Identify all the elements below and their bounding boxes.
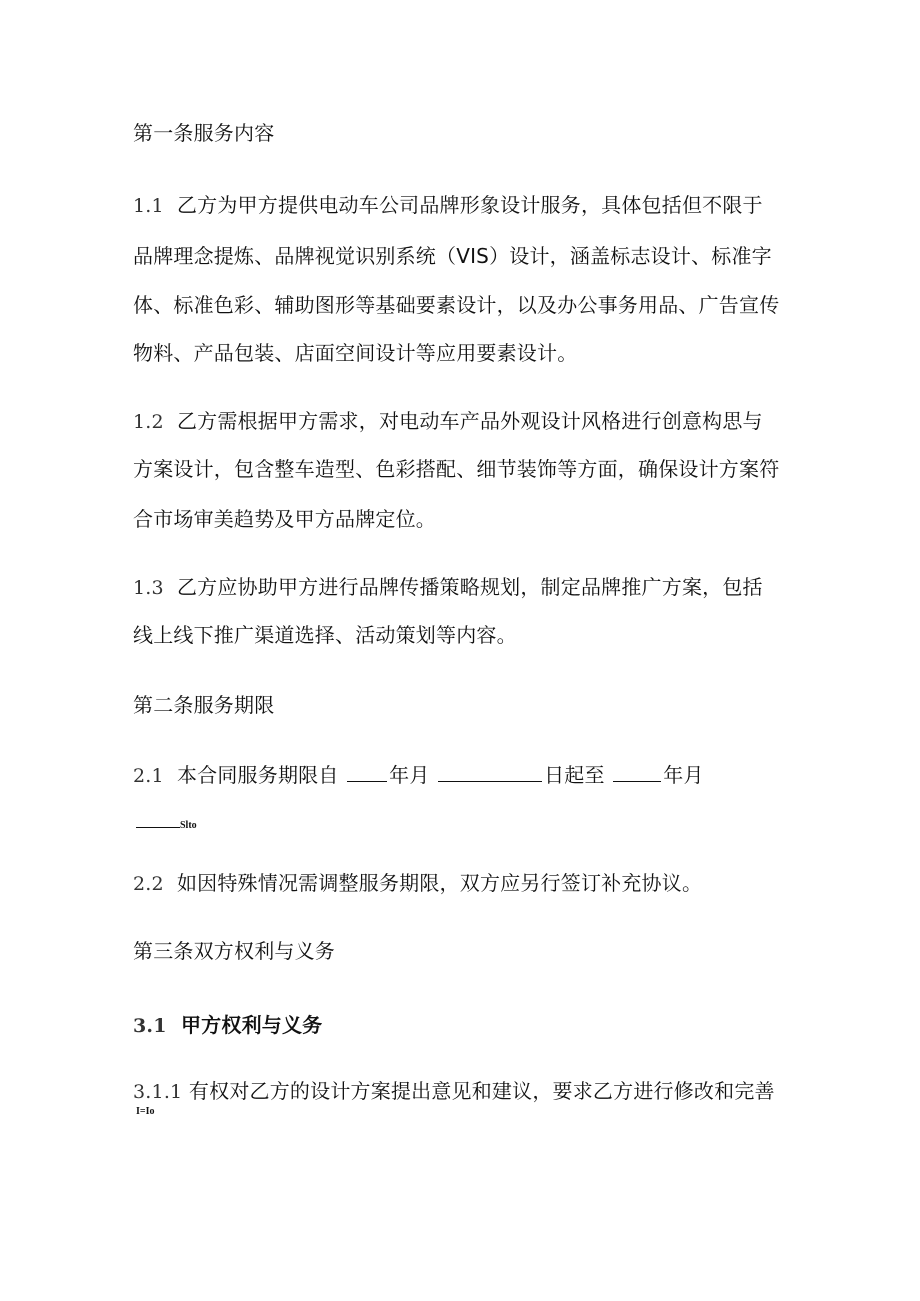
clause-text: 甲方权利与义务: [180, 1013, 323, 1037]
clause-text: 有权对乙方的设计方案提出意见和建议，要求乙方进行修改和完善: [188, 1079, 775, 1103]
clause-2-2: [133, 870, 702, 897]
clause-2-1-end-note: [136, 818, 197, 832]
clause-1-2-line-2: 方案设计，包含整车造型、色彩搭配、细节装饰等方面，确保设计方案符: [133, 457, 780, 481]
clause-number: 1.1: [133, 195, 164, 217]
end-day-blank[interactable]: [136, 818, 180, 828]
section-3-heading: 第三条双方权利与义务: [133, 939, 335, 963]
clause-text-year-month-end: 年月: [663, 763, 704, 787]
clause-3-1-heading: [133, 1012, 322, 1039]
clause-number: 1.2: [133, 411, 164, 433]
clause-number: 2.2: [133, 873, 164, 895]
clause-text: 乙方为甲方提供电动车公司品牌形象设计服务，具体包括但不限于: [176, 193, 763, 217]
clause-1-1-line-2: 品牌理念提炼、品牌视觉识别系统（VIS）设计，涵盖标志设计、标准字: [133, 244, 772, 268]
clause-1-3-line-1: [133, 574, 763, 601]
clause-text: 乙方需根据甲方需求，对电动车产品外观设计风格进行创意构思与: [176, 409, 763, 433]
start-year-blank[interactable]: [347, 762, 387, 782]
clause-1-1-line-4: 物料、产品包装、店面空间设计等应用要素设计。: [133, 341, 578, 365]
clause-number: 1.3: [133, 577, 164, 599]
clause-number: 2.1: [133, 765, 164, 787]
clause-text-year-month: 年月: [389, 763, 430, 787]
clause-1-2-line-3: 合市场审美趋势及甲方品牌定位。: [133, 507, 436, 531]
clause-1-3-line-2: 线上线下推广渠道选择、活动策划等内容。: [133, 623, 517, 647]
clause-2-1: [133, 762, 704, 789]
end-year-blank[interactable]: [613, 762, 661, 782]
clause-text-until: 日起至: [544, 763, 605, 787]
section-1-heading: 第一条服务内容: [133, 121, 275, 145]
clause-1-2-line-1: [133, 408, 763, 435]
clause-number: 3.1.1: [133, 1081, 183, 1103]
start-day-blank[interactable]: [438, 762, 542, 782]
clause-1-1-line-1: [133, 192, 763, 219]
section-2-heading: 第二条服务期限: [133, 693, 275, 717]
clause-text-start: 本合同服务期限自: [176, 763, 339, 787]
clause-text: 乙方应协助甲方进行品牌传播策略规划，制定品牌推广方案，包括: [176, 575, 763, 599]
clause-1-1-line-3: 体、标准色彩、辅助图形等基础要素设计，以及办公事务用品、广告宣传: [133, 293, 780, 317]
clause-3-1-1: [133, 1078, 775, 1105]
clause-3-1-1-note: I=Io: [136, 1106, 155, 1117]
note-text: Slto: [180, 820, 197, 831]
clause-text: 如因特殊情况需调整服务期限，双方应另行签订补充协议。: [176, 871, 703, 895]
clause-number: 3.1: [133, 1015, 167, 1037]
